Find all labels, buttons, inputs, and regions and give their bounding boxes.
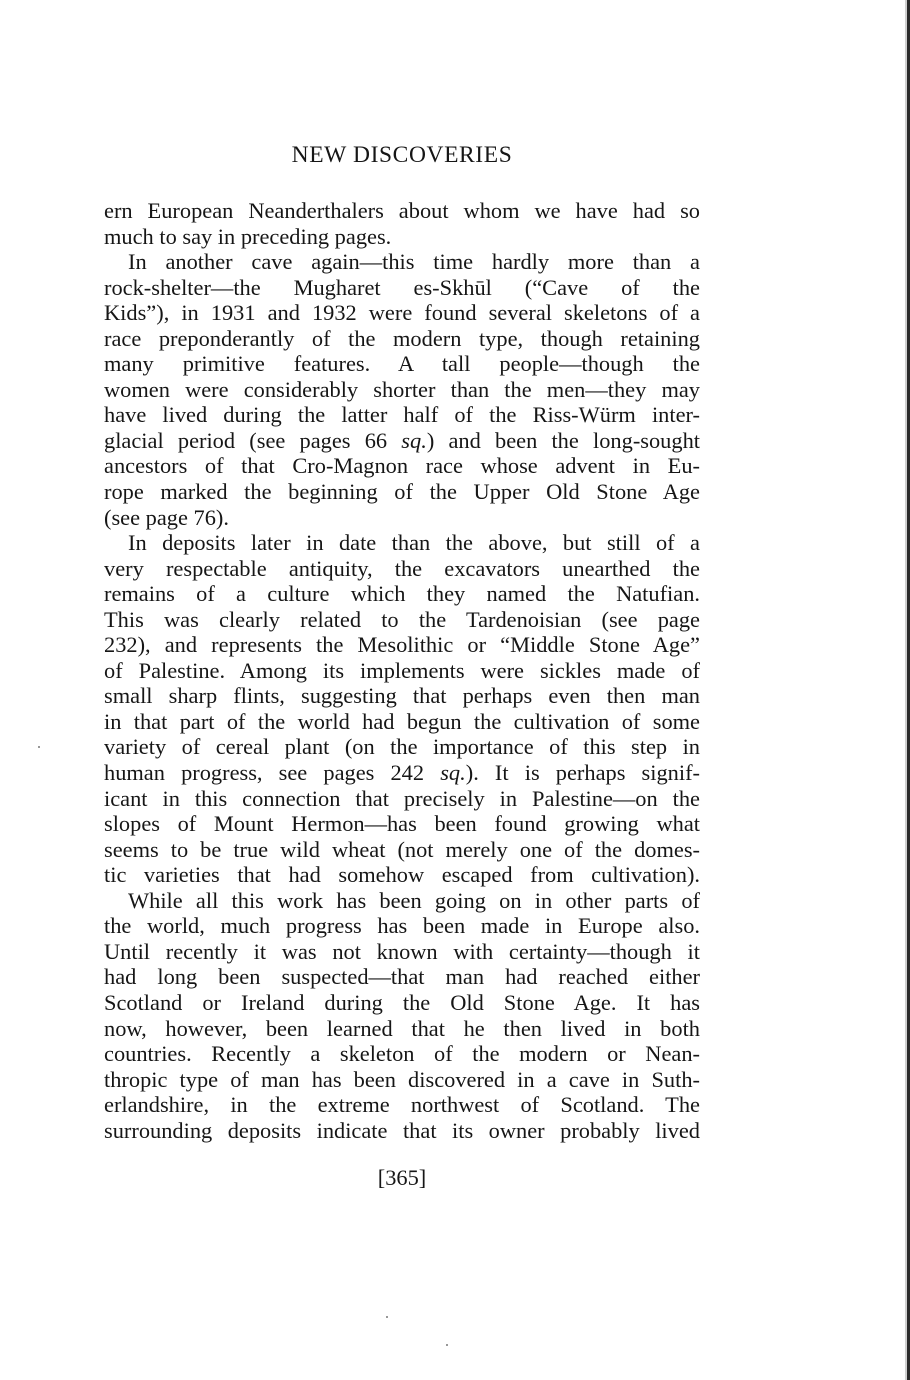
text-line: icant in this connection that precisely in Palestine—on the (104, 785, 700, 811)
body-text (104, 198, 700, 1143)
text-line: thropic type of man has been discovered in a cave in Suth- (104, 1066, 700, 1092)
text-line: Scotland or Ireland during the Old Stone Age. It has (104, 989, 700, 1015)
text-line: ancestors of that Cro-Magnon race whose advent in Eu- (104, 453, 700, 479)
text-line: many primitive features. A tall people—though the (104, 351, 700, 377)
text-line: (see page 76). (104, 504, 229, 530)
italic-abbreviation: sq. (401, 427, 427, 453)
text-line: erlandshire, in the extreme northwest of Scotland. The (104, 1092, 700, 1118)
italic-abbreviation: sq. (440, 760, 466, 786)
text-line: variety of cereal plant (on the importance of this step in (104, 734, 700, 760)
text-line: tic varieties that had somehow escaped from cultivation). (104, 862, 700, 888)
text-line: in that part of the world had begun the cultivation of some (104, 708, 700, 734)
page-number: [365] (377, 1165, 427, 1190)
text-line: countries. Recently a skeleton of the modern or Nean- (104, 1041, 700, 1067)
text-line: women were considerably shorter than the men—they may (104, 376, 700, 402)
text-line: This was clearly related to the Tardenoisian (see page (104, 606, 700, 632)
text-line: Kids”), in 1931 and 1932 were found several skeletons of a (104, 300, 700, 326)
paper-speck (446, 1344, 448, 1346)
paragraph-start-line: In another cave again—this time hardly more than a (128, 249, 700, 275)
paragraph-start-line: While all this work has been going on in other parts of (128, 887, 700, 913)
paragraph-start-line: In deposits later in date than the above, but still of a (128, 530, 700, 556)
running-head: NEW DISCOVERIES (291, 142, 513, 168)
text-line: now, however, been learned that he then lived in both (104, 1015, 700, 1041)
text-line: small sharp flints, suggesting that perhaps even then man (104, 683, 700, 709)
text-line: remains of a culture which they named the Natufian. (104, 581, 700, 607)
text-line: rock-shelter—the Mugharet es-Skhūl (“Cave of the (104, 274, 700, 300)
text-line: 232), and represents the Mesolithic or “Middle Stone Age” (104, 632, 700, 658)
text-line: very respectable antiquity, the excavators unearthed the (104, 555, 700, 581)
paper-speck (38, 746, 40, 748)
text-line: had long been suspected—that man had reached either (104, 964, 700, 990)
text-line: race preponderantly of the modern type, though retaining (104, 325, 700, 351)
text-line: have lived during the latter half of the Riss-Würm inter- (104, 402, 700, 428)
text-line: rope marked the beginning of the Upper Old Stone Age (104, 479, 700, 505)
text-line: Until recently it was not known with certainty—though it (104, 938, 700, 964)
text-line: slopes of Mount Hermon—has been found growing what (104, 811, 700, 837)
text-line: glacial period (see pages 66 sq.) and been the long-sought (104, 427, 700, 453)
text-line: much to say in preceding pages. (104, 223, 392, 249)
text-line: the world, much progress has been made in Europe also. (104, 913, 700, 939)
text-line: of Palestine. Among its implements were sickles made of (104, 657, 700, 683)
text-line: seems to be true wild wheat (not merely one of the domes- (104, 836, 700, 862)
text-line: ern European Neanderthalers about whom we have had so (104, 198, 700, 223)
paper-speck (386, 1316, 388, 1318)
text-line: human progress, see pages 242 sq.). It is perhaps signif- (104, 760, 700, 786)
text-line: surrounding deposits indicate that its owner probably lived (104, 1117, 700, 1143)
